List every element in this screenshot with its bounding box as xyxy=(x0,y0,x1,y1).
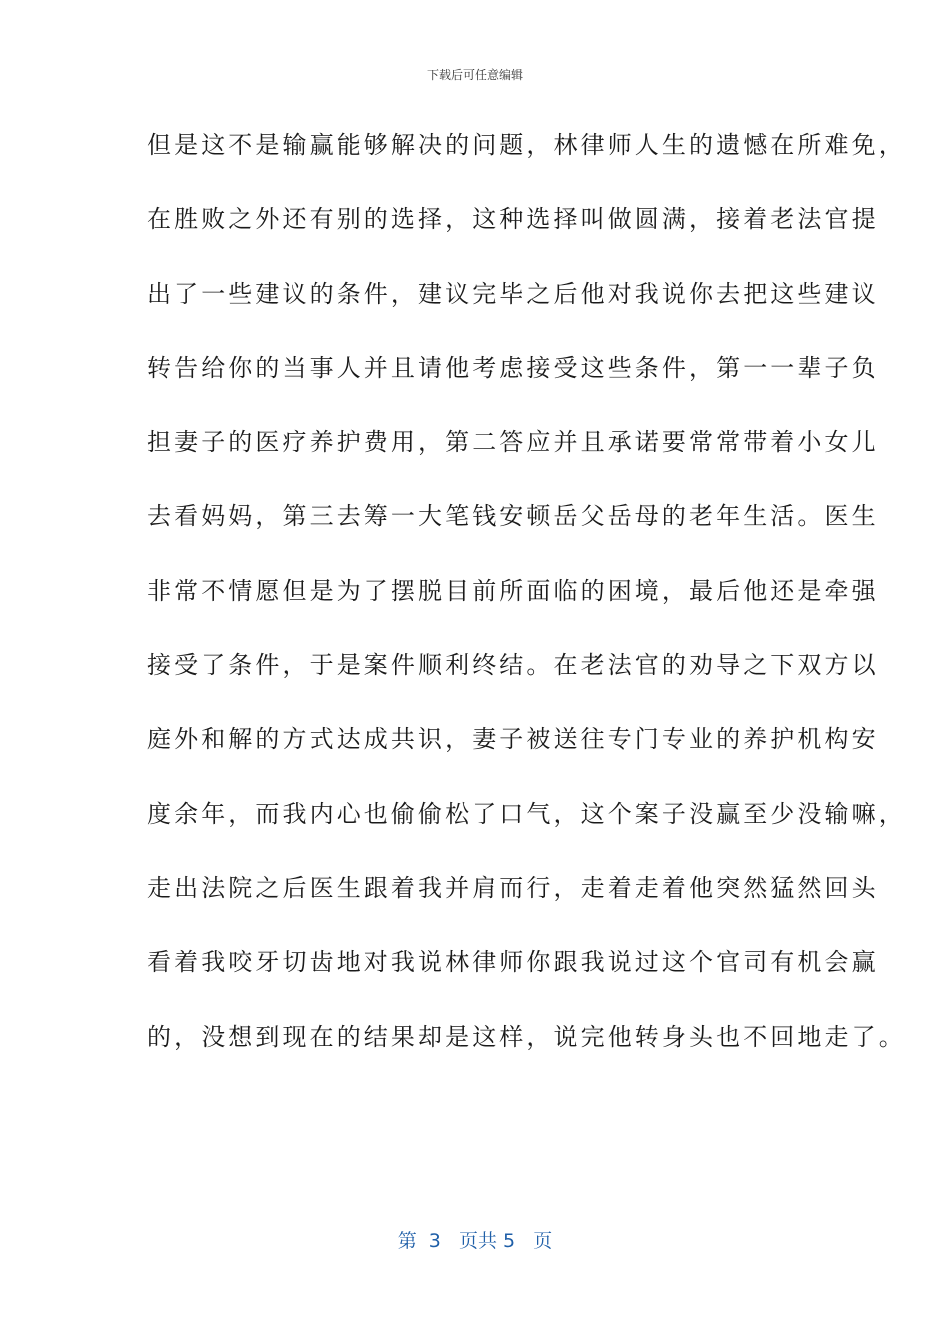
text-line: 出了一些建议的条件，建议完毕之后他对我说你去把这些建议 xyxy=(147,279,879,308)
text-line: 庭外和解的方式达成共识，妻子被送往专门专业的养护机构安 xyxy=(147,725,879,754)
text-line: 非常不情愿但是为了摆脱目前所面临的困境，最后他还是牵强 xyxy=(147,576,879,605)
text-line: 看着我咬牙切齿地对我说林律师你跟我说过这个官司有机会赢 xyxy=(147,948,879,977)
page-number: 第 3 页共 5 页 xyxy=(397,1230,553,1252)
text-line: 走出法院之后医生跟着我并肩而行，走着走着他突然猛然回头 xyxy=(147,873,879,902)
text-line: 度余年，而我内心也偷偷松了口气，这个案子没赢至少没输嘛， xyxy=(147,799,906,828)
text-line: 去看妈妈，第三去筹一大笔钱安顿岳父岳母的老年生活。医生 xyxy=(147,502,879,531)
document-body xyxy=(147,125,906,1091)
text-line: 在胜败之外还有别的选择，这种选择叫做圆满，接着老法官提 xyxy=(147,205,879,234)
text-line: 担妻子的医疗养护费用，第二答应并且承诺要常常带着小女儿 xyxy=(147,428,879,457)
text-line: 接受了条件，于是案件顺利终结。在老法官的劝导之下双方以 xyxy=(147,651,879,680)
text-line: 的，没想到现在的结果却是这样，说完他转身头也不回地走了。 xyxy=(147,1022,906,1051)
text-line: 转告给你的当事人并且请他考虑接受这些条件，第一一辈子负 xyxy=(147,353,879,382)
text-line: 但是这不是输赢能够解决的问题，林律师人生的遗憾在所难免， xyxy=(147,131,906,159)
page-header: 下载后可任意编辑 xyxy=(426,68,523,82)
